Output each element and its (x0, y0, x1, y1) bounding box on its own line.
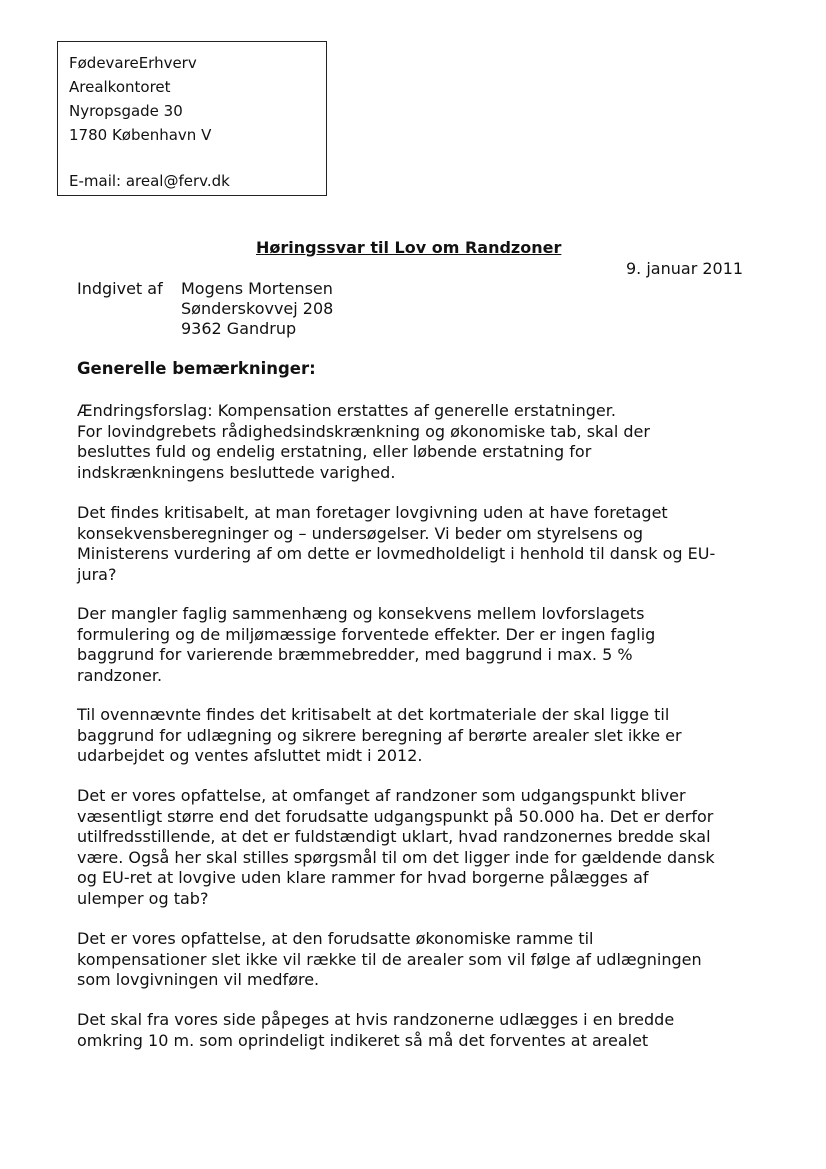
submitter-label: Indgivet af (77, 279, 163, 298)
paragraph: Der mangler faglig sammenhæng og konsekvens mellem lovforslagets formulering og de miljømæssige forventede effekter. Der er ingen faglig baggrund for varierende bræmmebredder, med baggrund i max. 5 % randzoner. (77, 604, 656, 685)
recipient-org: FødevareErhverv (69, 54, 197, 72)
document-date: 9. januar 2011 (626, 259, 744, 278)
recipient-dept: Arealkontoret (69, 78, 171, 96)
paragraph: Til ovennævnte findes det kritisabelt at det kortmateriale der skal ligge til baggrund for udlægning og sikrere beregning af berørte arealer slet ikke er udarbejdet og ventes afsluttet midt i 2012. (77, 705, 682, 765)
submitter-name: Mogens Mortensen (181, 279, 333, 298)
paragraph: Det er vores opfattelse, at den forudsatte økonomiske ramme til kompensationer slet ikke vil række til de arealer som vil følge af udlægningen som lovgivningen vil medføre. (77, 929, 702, 989)
document-title: Høringssvar til Lov om Randzoner (256, 238, 562, 257)
paragraph: Det er vores opfattelse, at omfanget af randzoner som udgangspunkt bliver væsentligt større end det forudsatte udgangspunkt på 50.000 ha. Det er derfor utilfredsstillende, at det er fuldstændigt uklart, hvad randzonernes bredde skal være. Også her skal stilles spørgsmål til om det ligger inde for gældende dansk og EU-ret at lovgive uden klare rammer for hvad borgerne pålægges af ulemper og tab? (77, 786, 715, 908)
submitter-street: Sønderskovvej 208 (181, 299, 334, 318)
recipient-address-box (57, 41, 327, 196)
paragraph: Det skal fra vores side påpeges at hvis randzonerne udlægges i en bredde omkring 10 m. som oprindeligt indikeret så må det forventes at arealet (77, 1010, 675, 1050)
paragraph: Det findes kritisabelt, at man foretager lovgivning uden at have foretaget konsekvensberegninger og – undersøgelser. Vi beder om styrelsens og Ministerens vurdering af om dette er lovmedholdeligt i henhold til dansk og EU- jura? (77, 503, 716, 584)
section-heading: Generelle bemærkninger: (77, 359, 316, 378)
submitter-city: 9362 Gandrup (181, 319, 297, 338)
paragraph: Ændringsforslag: Kompensation erstattes af generelle erstatninger. For lovindgrebets rådighedsindskrænkning og økonomiske tab, skal der besluttes fuld og endelig erstatning, eller løbende erstatning for indskrænkningens besluttede varighed. (77, 401, 650, 482)
recipient-city: 1780 København V (69, 126, 212, 144)
recipient-street: Nyropsgade 30 (69, 102, 183, 120)
recipient-email: E-mail: areal@ferv.dk (69, 172, 230, 190)
